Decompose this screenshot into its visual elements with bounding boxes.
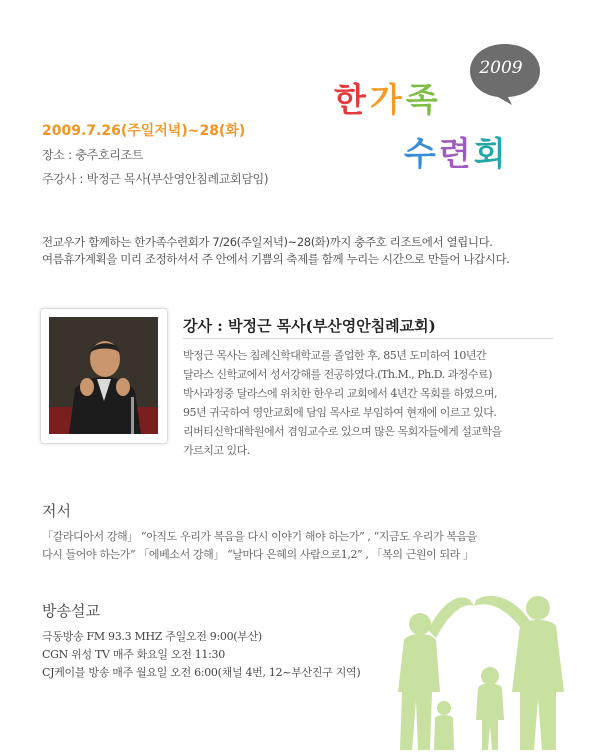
speech-bubble-icon bbox=[466, 40, 544, 106]
books-line: 다시 들어야 하는가” 「에베소서 강해」 “날마다 은혜의 사람으로1,2” , 「복의 근원이 되라 」 bbox=[42, 548, 474, 561]
speaker-bio-line: 박사과정중 달라스에 위치한 한우리 교회에서 4년간 목회를 하였으며, bbox=[183, 387, 497, 400]
logo-text-line2: 수련회 bbox=[404, 134, 509, 173]
event-logo bbox=[326, 36, 566, 186]
speaker-photo-frame bbox=[40, 308, 168, 444]
event-venue: 장소 : 충주호리조트 bbox=[42, 148, 144, 162]
intro-line-1: 전교우가 함께하는 한가족수련회가 7/26(주일저녁)~28(화)까지 충주호 리조트에서 열립니다. bbox=[42, 235, 493, 249]
broadcast-line: CGN 위성 TV 매주 화요일 오전 11:30 bbox=[42, 648, 225, 661]
speaker-divider bbox=[183, 338, 553, 339]
intro-line-2: 여름휴가계획을 미리 조정하셔서 주 안에서 기쁨의 축제를 함께 누리는 시간으로 만들어 나갑시다. bbox=[42, 252, 510, 266]
broadcast-line: CJ케이블 방송 매주 월요일 오전 6:00(채널 4번, 12~부산진구 지역) bbox=[42, 666, 361, 679]
speaker-bio-line: 95년 귀국하여 영안교회에 담임 목사로 부임하여 현재에 이르고 있다. bbox=[183, 406, 497, 419]
broadcast-line: 극동방송 FM 93.3 MHZ 주일오전 9:00(부산) bbox=[42, 630, 262, 643]
speaker-bio-line: 박정근 목사는 침례신학대학교를 졸업한 후, 85년 도미하여 10년간 bbox=[183, 349, 487, 362]
speaker-title: 강사 : 박정근 목사(부산영안침례교회) bbox=[183, 317, 436, 335]
books-line: 「갈라디아서 강해」 “아직도 우리가 복음을 다시 이야기 해야 하는가” , “지금도 우리가 복음을 bbox=[42, 530, 478, 543]
speaker-bio-line: 리버티신학대학원에서 겸임교수로 있으며 많은 목회자들에게 설교학을 bbox=[183, 425, 502, 438]
broadcast-title: 방송설교 bbox=[42, 602, 100, 620]
logo-text-line1: 한가족 bbox=[334, 80, 442, 119]
event-date: 2009.7.26(주일저녁)~28(화) bbox=[42, 123, 246, 139]
logo-year: 2009 bbox=[479, 58, 523, 78]
books-title: 저서 bbox=[42, 502, 71, 520]
event-main-speaker: 주강사 : 박정근 목사(부산영안침례교회담임) bbox=[42, 172, 269, 186]
speaker-bio-line: 가르치고 있다. bbox=[183, 444, 250, 457]
family-silhouette-illustration bbox=[380, 580, 580, 750]
speaker-photo bbox=[49, 317, 158, 434]
speaker-bio-line: 달라스 신학교에서 성서강해를 전공하였다.(Th.M., Ph.D. 과정수료) bbox=[183, 368, 492, 381]
